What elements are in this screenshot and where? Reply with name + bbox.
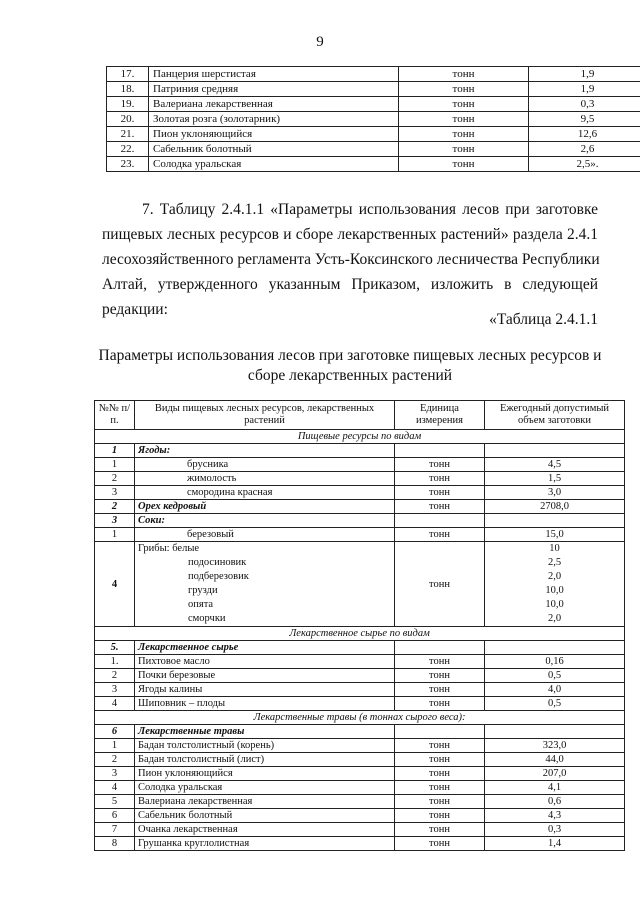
row-name: Бадан толстолистный (корень) [135,739,395,753]
table-row [95,458,625,472]
row-number: 2 [95,669,135,683]
row-value: 4,1 [485,781,625,795]
table-row [95,795,625,809]
header-name: Виды пищевых лесных ресурсов, лекарственных растений [135,401,395,430]
row-unit: тонн [395,697,485,711]
table-main [94,400,625,851]
group-value [485,514,625,528]
row-value: 0,5 [485,697,625,711]
row-value: 1,4 [485,837,625,851]
section-title: Лекарственное сырье по видам [95,627,625,641]
group-unit [395,725,485,739]
row-name: Грушанка круглолистная [135,837,395,851]
mushroom-name: подберезовик [188,571,249,582]
row-name: Сабельник болотный [149,142,399,157]
row-name: Сабельник болотный [135,809,395,823]
row-name: Очанка лекарственная [135,823,395,837]
row-name: Панцерия шерстистая [149,67,399,82]
row-number: 1. [95,655,135,669]
table-heading-line2: сборе лекарственных растений [247,367,453,384]
mushroom-value: 2,5 [547,557,562,568]
row-number: 1 [95,739,135,753]
row-number: 3 [95,486,135,500]
row-value: 3,0 [485,486,625,500]
mushroom-value: 2,0 [547,571,562,582]
row-value: 2,6 [529,142,640,157]
row-value: 4,0 [485,683,625,697]
table-row [95,683,625,697]
section-row-medicinal [95,627,625,641]
row-number: 17. [107,67,149,82]
paragraph-7 [102,197,598,322]
row-name: Шиповник – плоды [135,697,395,711]
row-name: Пихтовое масло [135,655,395,669]
row-unit: тонн [395,767,485,781]
group-name: Соки: [135,514,395,528]
group-row-nut [95,500,625,514]
row-unit: тонн [395,472,485,486]
row-name: смородина красная [135,486,395,500]
row-unit: тонн [399,142,529,157]
mushroom-names [135,542,395,627]
mushroom-values [485,542,625,627]
table-row [107,97,640,112]
paragraph-line: редакции: [102,301,168,318]
header-value: Ежегодный допустимый объем заготовки [485,401,625,430]
row-number: 4 [95,781,135,795]
row-unit: тонн [395,781,485,795]
row-value: 1,9 [529,82,640,97]
mushroom-value: 10,0 [545,585,564,596]
row-value: 1,5 [485,472,625,486]
row-unit: тонн [395,542,485,627]
table-row [95,739,625,753]
table-row [107,142,640,157]
row-unit: тонн [399,157,529,172]
group-name: Орех кедровый [135,500,395,514]
row-value: 44,0 [485,753,625,767]
paragraph-line: 7. Таблицу 2.4.1.1 «Параметры использования лесов при заготовке [142,201,598,218]
group-name: Лекарственные травы [135,725,395,739]
row-unit: тонн [399,112,529,127]
group-unit: тонн [395,500,485,514]
mushroom-name: сморчки [188,613,226,624]
group-value [485,444,625,458]
row-value: 15,0 [485,528,625,542]
group-value: 2708,0 [485,500,625,514]
group-name: Ягоды: [135,444,395,458]
table-row [95,528,625,542]
group-unit [395,641,485,655]
group-number: 2 [95,500,135,514]
row-value: 0,16 [485,655,625,669]
mushroom-name: Грибы: белые [138,543,200,554]
row-name: Пион уклоняющийся [135,767,395,781]
table-row [95,669,625,683]
table-reference: «Таблица 2.4.1.1 [489,311,598,328]
table-row [107,157,640,172]
row-name: Валериана лекарственная [149,97,399,112]
table-row [95,472,625,486]
row-unit: тонн [395,528,485,542]
group-value [485,641,625,655]
mushroom-name: опята [188,599,214,610]
mushroom-value: 10,0 [545,599,564,610]
section-row-food [95,430,625,444]
row-number: 7 [95,823,135,837]
group-number: 5. [95,641,135,655]
table-row [107,112,640,127]
table-top [106,66,640,172]
group-row-med-raw [95,641,625,655]
table-heading [80,346,620,386]
row-name: березовый [135,528,395,542]
row-value: 0,3 [485,823,625,837]
row-unit: тонн [395,823,485,837]
row-name: Пион уклоняющийся [149,127,399,142]
row-unit: тонн [395,739,485,753]
row-value: 2,5». [529,157,640,172]
row-name: жимолость [135,472,395,486]
row-number: 4 [95,542,135,627]
table-row [107,82,640,97]
table-row [95,837,625,851]
row-number: 4 [95,697,135,711]
table-row [95,767,625,781]
group-number: 3 [95,514,135,528]
table-row [95,697,625,711]
row-unit: тонн [399,67,529,82]
section-title: Лекарственные травы (в тоннах сырого веса): [95,711,625,725]
row-number: 2 [95,472,135,486]
row-number: 1 [95,528,135,542]
row-name: Ягоды калины [135,683,395,697]
row-unit: тонн [395,683,485,697]
section-row-herbs [95,711,625,725]
row-value: 0,3 [529,97,640,112]
table-top-body [107,67,640,172]
table-row [95,486,625,500]
paragraph-line: Алтай, утвержденного указанным Приказом, изложить в следующей [102,276,598,293]
mushroom-value: 10 [549,543,560,554]
table-header-row [95,401,625,430]
table-main-body [95,401,625,851]
section-title: Пищевые ресурсы по видам [95,430,625,444]
row-unit: тонн [399,82,529,97]
row-number: 1 [95,458,135,472]
row-number: 3 [95,683,135,697]
row-value: 12,6 [529,127,640,142]
table-row [107,127,640,142]
group-row-juices [95,514,625,528]
row-value: 4,3 [485,809,625,823]
mushroom-value: 2,0 [547,613,562,624]
row-number: 2 [95,753,135,767]
row-value: 0,5 [485,669,625,683]
row-unit: тонн [399,127,529,142]
header-unit: Единица измерения [395,401,485,430]
row-number: 19. [107,97,149,112]
header-num: №№ п/п. [95,401,135,430]
paragraph-line: лесохозяйственного регламента Усть-Коксинского лесничества Республики [102,251,600,268]
table-heading-line1: Параметры использования лесов при заготовке пищевых лесных ресурсов и [98,347,602,364]
row-number: 22. [107,142,149,157]
group-row-berries [95,444,625,458]
row-unit: тонн [395,837,485,851]
row-unit: тонн [399,97,529,112]
row-value: 4,5 [485,458,625,472]
table-row [95,781,625,795]
group-number: 6 [95,725,135,739]
paragraph-line: пищевых лесных ресурсов и сборе лекарственных растений» раздела 2.4.1 [102,226,598,243]
table-row [95,753,625,767]
row-unit: тонн [395,486,485,500]
row-number: 5 [95,795,135,809]
row-number: 23. [107,157,149,172]
table-row [95,809,625,823]
mushroom-name: подосиновик [188,557,247,568]
group-value [485,725,625,739]
row-value: 9,5 [529,112,640,127]
group-number: 1 [95,444,135,458]
table-row [95,655,625,669]
row-name: Золотая розга (золотарник) [149,112,399,127]
row-name: Солодка уральская [135,781,395,795]
row-value: 207,0 [485,767,625,781]
row-unit: тонн [395,655,485,669]
row-value: 1,9 [529,67,640,82]
row-unit: тонн [395,809,485,823]
row-name: Почки березовые [135,669,395,683]
mushroom-name: грузди [188,585,218,596]
row-value: 323,0 [485,739,625,753]
row-number: 18. [107,82,149,97]
group-unit [395,444,485,458]
group-name: Лекарственное сырье [135,641,395,655]
table-row [95,823,625,837]
row-value: 0,6 [485,795,625,809]
row-unit: тонн [395,795,485,809]
row-name: Бадан толстолистный (лист) [135,753,395,767]
row-name: Солодка уральская [149,157,399,172]
page-number: 9 [316,34,324,50]
group-row-herbs [95,725,625,739]
row-number: 8 [95,837,135,851]
table-row [107,67,640,82]
row-number: 6 [95,809,135,823]
row-number: 20. [107,112,149,127]
row-unit: тонн [395,458,485,472]
row-name: Валериана лекарственная [135,795,395,809]
row-number: 3 [95,767,135,781]
row-unit: тонн [395,753,485,767]
row-name: Патриния средняя [149,82,399,97]
row-number: 21. [107,127,149,142]
mushroom-row [95,542,625,627]
group-unit [395,514,485,528]
row-name: брусника [135,458,395,472]
row-unit: тонн [395,669,485,683]
